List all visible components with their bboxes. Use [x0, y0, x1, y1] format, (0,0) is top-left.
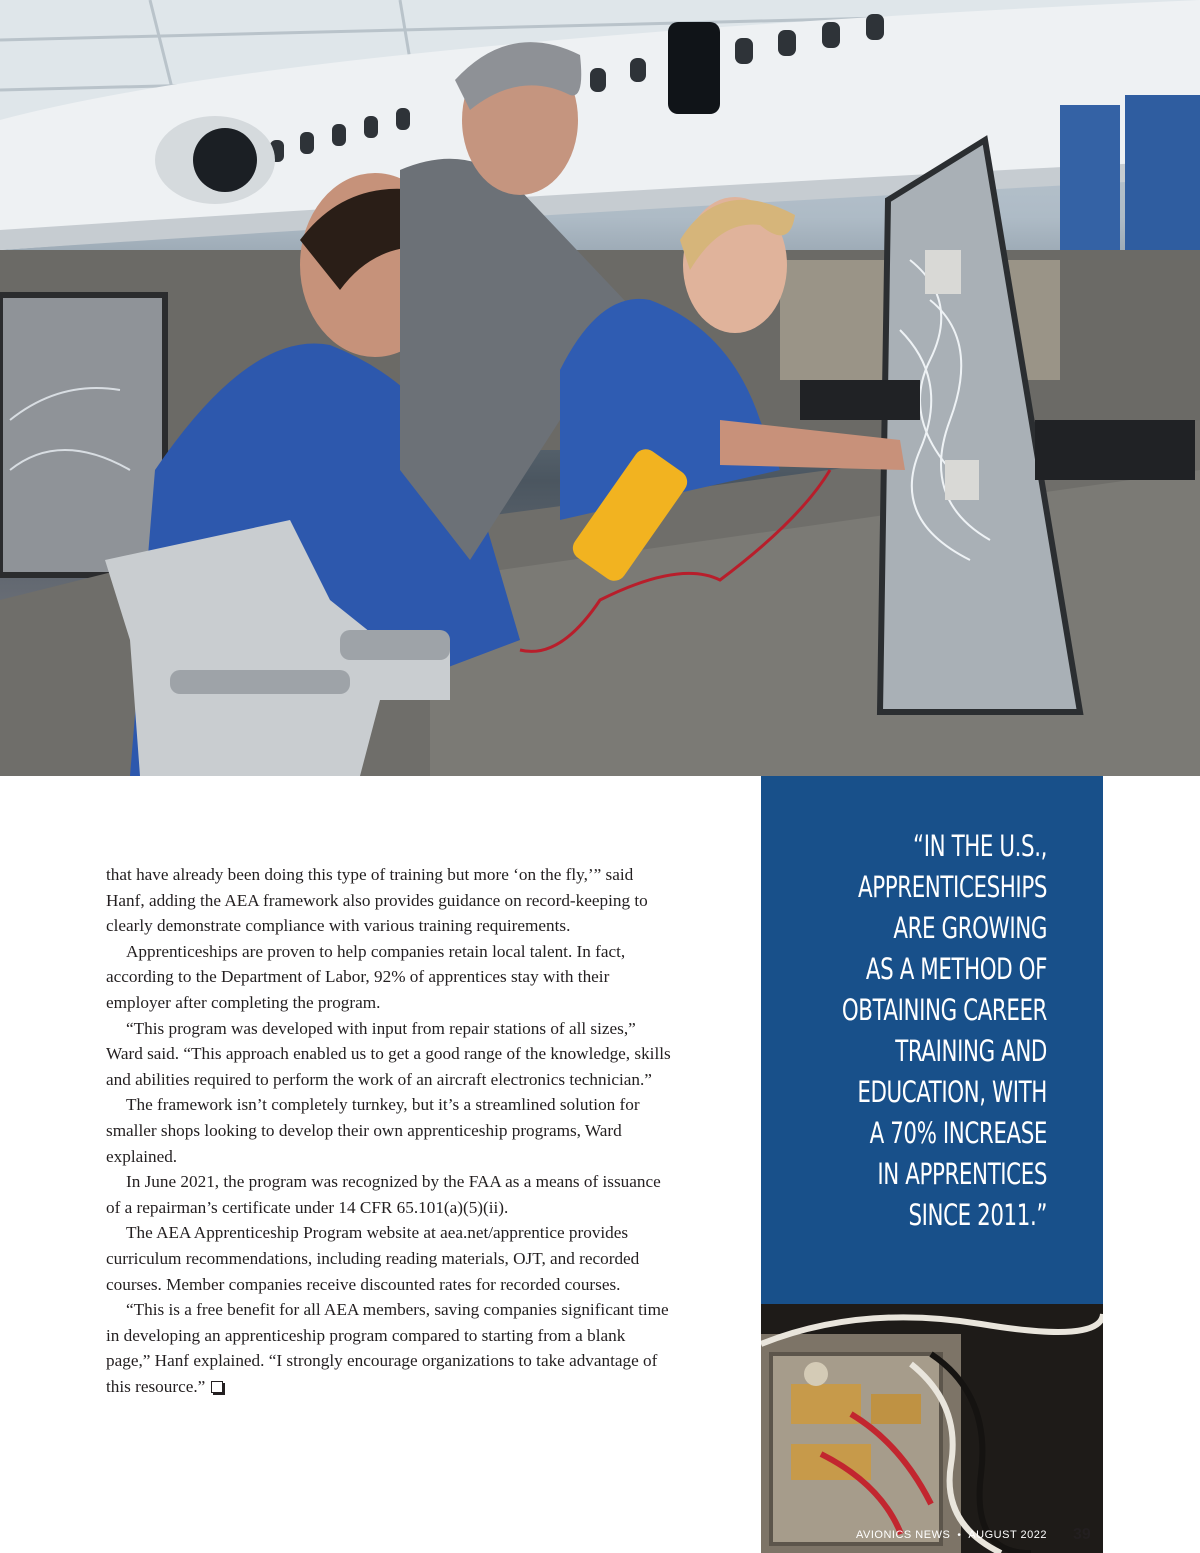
article-paragraph: that have already been doing this type of training but more ‘on the fly,’” said Hanf, adding the AEA framework also provides guidance on record-keeping to clearly demonstrate compliance with various training requirements.: [106, 865, 648, 936]
article-body: [106, 862, 672, 1399]
article-paragraph-last: [106, 1297, 672, 1399]
avionics-wiring-photo: [761, 1304, 1103, 1553]
hero-photo: [0, 0, 1200, 776]
avionics-connector-photo-icon: [761, 1304, 1103, 1553]
article-paragraph: “This program was developed with input from repair stations of all sizes,” Ward said. “This approach enabled us to get a good range of the knowledge, skills and abilities required to perform the work of an aircraft electronics technician.”: [106, 1018, 671, 1089]
hangar-training-photo-icon: [0, 0, 1200, 776]
article-paragraph: The AEA Apprenticeship Program website at aea.net/apprentice provides curriculum recommendations, including reading materials, OJT, and recorded courses. Member companies receive discounted rates for recorded courses.: [106, 1223, 640, 1294]
issue-date: AUGUST 2022: [968, 1529, 1047, 1541]
publication-name: AVIONICS NEWS: [856, 1529, 951, 1541]
page-number: 39: [1073, 1526, 1091, 1543]
running-footer: [856, 1529, 1047, 1541]
pull-quote-box: [761, 776, 1103, 1304]
end-of-story-icon: [211, 1381, 223, 1393]
article-paragraph: The framework isn’t completely turnkey, but it’s a streamlined solution for smaller shops looking to develop their own apprenticeship programs, Ward explained.: [106, 1095, 640, 1166]
article-paragraph: In June 2021, the program was recognized by the FAA as a means of issuance of a repairman’s certificate under 14 CFR 65.101(a)(5)(ii).: [106, 1172, 661, 1217]
folio-separator: •: [957, 1530, 962, 1541]
article-paragraph: Apprenticeships are proven to help companies retain local talent. In fact, according to the Department of Labor, 92% of apprentices stay with their employer after completing the program.: [106, 941, 626, 1012]
pull-quote-text: “IN THE U.S., APPRENTICESHIPS ARE GROWING AS A METHOD OF OBTAINING CAREER TRAINING AND EDUCATION, WITH A 70% INCREASE IN APPRENTICES SINCE 2011.”: [841, 829, 1047, 1232]
article-paragraph-last-text: “This is a free benefit for all AEA members, saving companies significant time in developing an apprenticeship program compared to starting from a blank page,” Hanf explained. “I strongly encourage organizations to take advantage of this resource.”: [106, 1300, 669, 1396]
